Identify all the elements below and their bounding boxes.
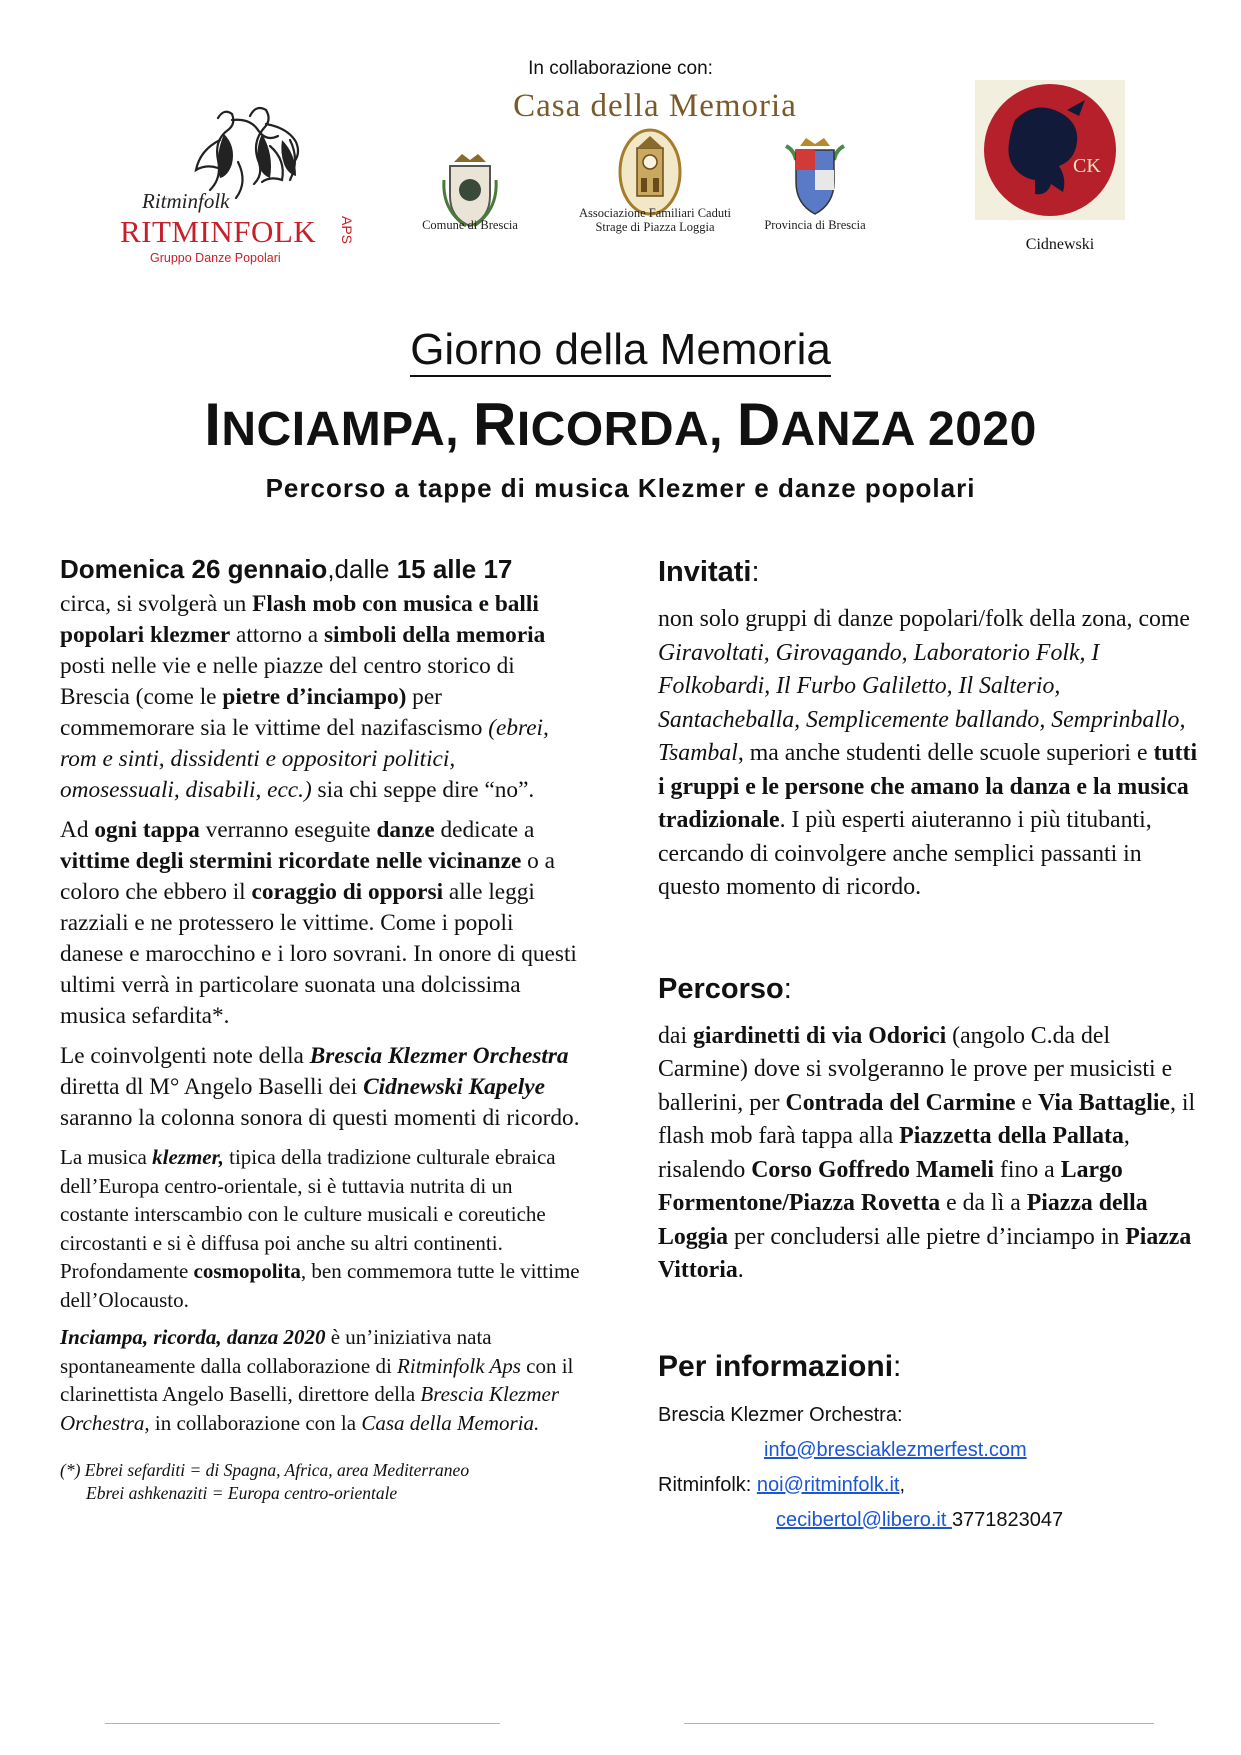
text-run: Cidnewski Kapelye <box>363 1074 545 1100</box>
casa-della-memoria-title: Casa della Memoria <box>513 88 797 124</box>
text-run: ogni tappa <box>94 817 200 843</box>
invitati-paragraph <box>658 603 1198 905</box>
cidnewski-caption: Cidnewski <box>1025 236 1095 253</box>
text-run: e da lì a <box>940 1190 1027 1216</box>
text-run: La musica <box>60 1145 153 1169</box>
ritminfolk-tagline: Gruppo Danze Popolari <box>150 251 281 265</box>
left-column <box>60 554 580 1505</box>
right-column <box>658 556 1198 1538</box>
text-run: sia chi seppe dire “no”. <box>311 777 535 803</box>
text-run: Piazzetta della Pallata <box>899 1123 1124 1149</box>
text-run: non solo gruppi di danze popolari/folk della zona, come <box>658 606 1190 632</box>
event-title-part: I <box>204 391 222 458</box>
text-run: Contrada del Carmine <box>785 1089 1016 1116</box>
bottom-divider-left <box>105 1723 500 1724</box>
event-time: 15 alle 17 <box>396 554 513 584</box>
text-run: Brescia Klezmer Orchestra <box>60 1382 560 1435</box>
event-title <box>0 390 1241 459</box>
text-run: dedicate a <box>434 817 535 843</box>
provincia-brescia-crest-icon <box>780 136 850 222</box>
text-run: per concludersi alle pietre d’inciampo in <box>728 1223 1126 1250</box>
event-title-part: D <box>736 391 781 458</box>
info-comma: , <box>899 1473 906 1496</box>
text-run: alle leggi razziali e ne protessero le vittime. Come i popoli danese e marocchino e i loro sovrani. In onore di questi ultimi verrà in particolare suonata una dolcissima musica sefardita*. <box>60 879 577 1029</box>
text-run: circa, si svolgerà un <box>60 591 253 617</box>
ritminfolk-signature: Ritminfolk <box>142 189 230 213</box>
text-run: Flash mob con musica e balli popolari klezmer <box>60 591 539 648</box>
percorso-paragraph <box>658 1020 1198 1288</box>
text-run: Piazza Vittoria <box>658 1223 1192 1283</box>
text-run: pietre d’inciampo) <box>222 684 407 710</box>
info-heading <box>658 1350 1198 1384</box>
text-run: Largo Formentone/Piazza Rovetta <box>658 1156 1123 1216</box>
text-run: è un’iniziativa nata spontaneamente dalla collaborazione di <box>60 1325 492 1378</box>
text-run: diretta dl M° Angelo Baselli dei <box>60 1074 364 1100</box>
text-run: Ritminfolk Aps <box>397 1353 521 1378</box>
text-run: posti nelle vie e nelle piazze del centro storico di Brescia (come le <box>60 653 515 710</box>
percorso-heading <box>658 973 1198 1006</box>
event-title-part: NCIAMPA, <box>221 403 473 456</box>
event-date-time <box>60 554 580 585</box>
ritminfolk-dancers-icon <box>120 100 355 270</box>
event-subtitle: Percorso a tappe di musica Klezmer e danze popolari <box>265 473 976 503</box>
collaboration-label: In collaborazione con: <box>528 58 713 79</box>
text-run: Inciampa, ricorda, danza 2020 <box>60 1325 326 1349</box>
ritminfolk-aps: APS <box>339 216 355 245</box>
text-run: tutti i gruppi e le persone che amano la danza e la musica tradizionale <box>658 740 1198 833</box>
associazione-caption: Associazione Familiari Caduti Strage di Piazza Loggia <box>578 206 732 234</box>
text-run: Giravoltati, Girovagando, Laboratorio Folk, I Folkobardi, Il Furbo Galiletto, Il Salterio, Santacheballa, Semplicemente ballando, Semprinballo, Tsambal <box>658 639 1186 766</box>
text-run: Corso Goffredo Mameli <box>751 1156 994 1183</box>
email-link-ritminfolk[interactable]: noi@ritminfolk.it <box>756 1473 900 1496</box>
text-run: vittime degli stermini ricordate nelle vicinanze <box>60 848 522 874</box>
text-run: (ebrei, rom e sinti, dissidenti e oppositori politici, omosessuali, disabili, ecc.) <box>60 715 549 803</box>
text-run: Piazza della Loggia <box>658 1190 1148 1250</box>
text-run: Le coinvolgenti note della <box>60 1043 310 1069</box>
heading-colon: : <box>783 972 792 1005</box>
text-run: fino a <box>993 1156 1061 1183</box>
text-run: , ben commemora tutte le vittime dell’Olocausto. <box>60 1259 580 1312</box>
text-run: giardinetti di via Odorici <box>693 1022 947 1049</box>
orchestra-paragraph <box>60 1041 580 1134</box>
text-run: . <box>737 1257 744 1283</box>
text-run: tipica della tradizione culturale ebraica dell’Europa centro-orientale, si è tuttavia nutrita di un costante interscambio con le culture musicali e coreutiche circostanti e si è diffusa poi anche su altri continenti. Profondamente <box>60 1145 556 1283</box>
text-run: cosmopolita <box>193 1259 301 1283</box>
text-run: Brescia Klezmer Orchestra <box>309 1043 569 1069</box>
text-run: Via Battaglie <box>1038 1089 1170 1116</box>
provincia-brescia-caption: Provincia di Brescia <box>764 218 866 232</box>
bottom-divider-right <box>684 1723 1154 1724</box>
email-link-info[interactable]: info@bresciaklezmerfest.com <box>764 1438 1027 1461</box>
ritminfolk-name: RITMINFOLK <box>120 214 317 249</box>
text-run: klezmer, <box>152 1145 224 1169</box>
info-org: Brescia Klezmer Orchestra: <box>658 1403 903 1426</box>
text-run: (angolo C.da del Carmine) dove si svolgeranno le prove per musicisti e ballerini, per <box>658 1022 1173 1116</box>
page-title <box>0 325 1241 375</box>
text-run: . I più esperti aiuteranno i più titubanti, cercando di coinvolgere anche semplici passanti in questo momento di ricordo. <box>658 807 1152 900</box>
text-run: , ma anche studenti delle scuole superiori e <box>737 740 1154 766</box>
invitati-heading <box>658 556 1198 589</box>
text-run: , in collaborazione con la <box>144 1410 362 1435</box>
percorso-heading-text: Percorso <box>658 972 784 1005</box>
comune-brescia-caption: Comune di Brescia <box>422 218 518 232</box>
footnote-line: Ebrei ashkenaziti = Europa centro-orientale <box>86 1483 398 1503</box>
event-date-mid: ,dalle <box>327 554 397 584</box>
info-heading-text: Per informazioni <box>658 1349 894 1383</box>
ritminfolk-logo <box>120 100 355 270</box>
page-title-text: Giorno della Memoria <box>410 325 831 377</box>
footnote <box>60 1459 580 1505</box>
event-title-part: R <box>472 391 517 458</box>
associazione-crest-icon <box>615 122 685 218</box>
initiative-paragraph <box>60 1323 580 1437</box>
heading-colon: : <box>751 556 760 588</box>
text-run: verranno eseguite <box>199 817 377 843</box>
text-run: simboli della memoria <box>323 622 546 648</box>
footnote-line: (*) Ebrei sefarditi = di Spagna, Africa, area Mediterraneo <box>60 1460 470 1480</box>
text-run: Casa della Memoria. <box>361 1410 540 1435</box>
text-run: saranno la colonna sonora di questi momenti di ricordo. <box>60 1105 580 1131</box>
text-run: , risalendo <box>658 1123 1130 1183</box>
klezmer-paragraph <box>60 1143 580 1314</box>
text-run: e <box>1015 1089 1039 1116</box>
info-block <box>658 1398 1198 1538</box>
text-run: attorno a <box>230 622 324 648</box>
text-run: danze <box>376 817 435 843</box>
invitati-heading-text: Invitati <box>658 556 752 588</box>
event-date: Domenica 26 gennaio <box>60 554 328 584</box>
text-run: , il flash mob farà tappa alla <box>658 1089 1196 1149</box>
casa-della-memoria-logo <box>420 80 890 280</box>
stages-paragraph <box>60 815 580 1032</box>
text-run: o a coloro che ebbero il <box>60 848 555 905</box>
event-title-part: ICORDA, <box>516 403 737 456</box>
text-run: coraggio di opporsi <box>251 879 444 905</box>
info-ritminfolk-label: Ritminfolk: <box>658 1473 757 1496</box>
email-link-cecibertol[interactable]: cecibertol@libero.it <box>776 1508 952 1531</box>
text-run: dai <box>658 1022 694 1049</box>
text-run: con il clarinettista Angelo Baselli, direttore della <box>60 1353 574 1406</box>
event-title-part: ANZA 2020 <box>780 403 1037 456</box>
info-phone: 3771823047 <box>951 1508 1064 1531</box>
text-run: Ad <box>60 817 95 843</box>
text-run: per commemorare sia le vittime del nazifascismo <box>60 684 489 741</box>
cidnewski-monogram: CK <box>1073 155 1101 177</box>
description-paragraph <box>60 589 580 806</box>
cidnewski-logo <box>975 80 1125 220</box>
heading-colon: : <box>893 1349 902 1383</box>
